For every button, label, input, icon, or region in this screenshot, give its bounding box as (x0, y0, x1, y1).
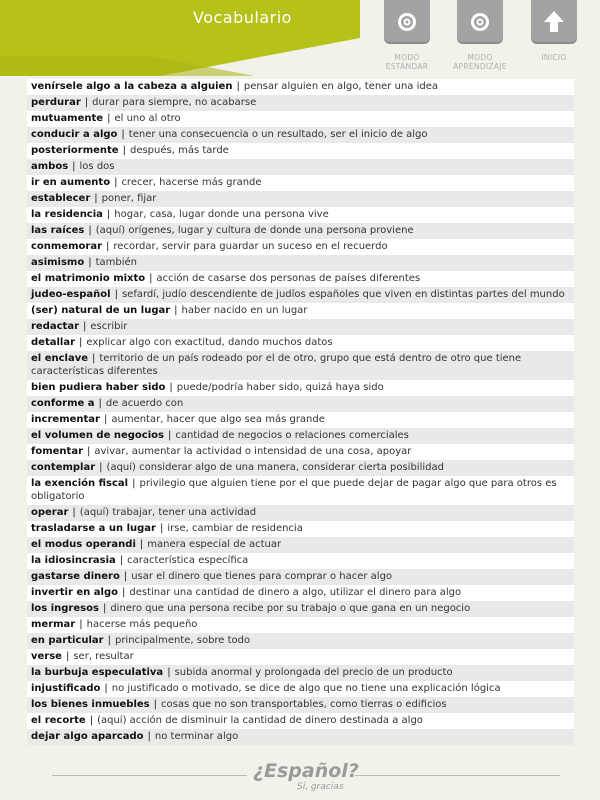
vocabulary-term: bien pudiera haber sido (31, 382, 166, 393)
separator: | (114, 289, 118, 300)
vocabulary-row (27, 713, 574, 729)
vocabulary-term: posteriormente (31, 145, 119, 156)
vocabulary-definition: irse, cambiar de residencia (167, 523, 303, 534)
vocabulary-row (27, 223, 574, 239)
separator: | (65, 651, 70, 662)
vocabulary-row (27, 729, 574, 745)
separator: | (147, 731, 151, 742)
vocabulary-definition: aumentar, hacer que algo sea más grande (111, 414, 325, 425)
vocabulary-definition: escribir (90, 321, 128, 332)
vocabulary-definition: característica específica (127, 555, 249, 566)
separator: | (119, 555, 124, 566)
top-bar (0, 0, 600, 78)
vocabulary-definition: avivar, aumentar la actividad o intensidad de una cosa, apoyar (94, 446, 412, 457)
vocabulary-row (27, 553, 574, 569)
vocabulary-row (27, 271, 574, 287)
vocabulary-term: dejar algo aparcado (31, 731, 144, 742)
separator: | (169, 382, 173, 393)
target-icon (469, 11, 491, 33)
vocabulary-row (27, 617, 574, 633)
vocabulary-term: injustificado (31, 683, 101, 694)
vocabulary-term: el recorte (31, 715, 86, 726)
vocabulary-term: venírsele algo a la cabeza a alguien (31, 81, 233, 92)
vocabulary-term: conforme a (31, 398, 95, 409)
vocabulary-definition: destinar una cantidad de dinero a algo, utilizar el dinero para algo (129, 587, 462, 598)
vocabulary-term: los ingresos (31, 603, 99, 614)
vocabulary-row (27, 665, 574, 681)
vocabulary-row (27, 111, 574, 127)
vocabulary-term: mutuamente (31, 113, 104, 124)
footer-tagline: Sí, gracias (297, 782, 344, 792)
vocabulary-row (27, 460, 574, 476)
vocabulary-row (27, 521, 574, 537)
vocabulary-row (27, 207, 574, 223)
separator: | (79, 337, 83, 348)
vocabulary-definition: (aquí) acción de disminuir la cantidad de dinero destinada a algo (97, 715, 423, 726)
vocabulary-definition: explicar algo con exactitud, dando muchos datos (86, 337, 333, 348)
vocabulary-definition: privilegio que alguien tiene por el que puede dejar de pagar algo que para otros es obligatorio (31, 478, 557, 502)
vocabulary-term: el matrimonio mixto (31, 273, 146, 284)
separator: | (149, 273, 153, 284)
vocabulary-definition: crecer, hacerse más grande (121, 177, 262, 188)
separator: | (72, 507, 76, 518)
vocabulary-definition: también (95, 257, 137, 268)
vocabulary-list (27, 79, 574, 745)
learning-mode-button[interactable] (457, 0, 503, 44)
separator: | (174, 305, 178, 316)
vocabulary-row (27, 428, 574, 444)
vocabulary-definition: dinero que una persona recibe por su trabajo o que gana en un negocio (110, 603, 471, 614)
separator: | (79, 619, 83, 630)
standard-mode-label: MODO ESTÁNDAR (385, 53, 429, 71)
vocabulary-term: establecer (31, 193, 91, 204)
vocabulary-definition: poner, fijar (101, 193, 157, 204)
vocabulary-definition: durar para siempre, no acabarse (92, 97, 257, 108)
separator: | (114, 177, 118, 188)
vocabulary-row (27, 380, 574, 396)
separator: | (98, 398, 102, 409)
vocabulary-definition: (aquí) trabajar, tener una actividad (79, 507, 257, 518)
vocabulary-term: ir en aumento (31, 177, 111, 188)
vocabulary-definition: (aquí) orígenes, lugar y cultura de donde una persona proviene (95, 225, 414, 236)
separator: | (107, 635, 111, 646)
vocabulary-definition: puede/podría haber sido, quizá haya sido (176, 382, 384, 393)
separator: | (88, 225, 92, 236)
vocabulary-definition: territorio de un país rodeado por el de otro, grupo que está dentro de otro que tiene características diferentes (31, 353, 522, 377)
separator: | (236, 81, 240, 92)
vocabulary-row (27, 444, 574, 460)
vocabulary-term: mermar (31, 619, 76, 630)
vocabulary-term: fomentar (31, 446, 84, 457)
vocabulary-definition: manera especial de actuar (147, 539, 282, 550)
vocabulary-definition: subida anormal y prolongada del precio de un producto (174, 667, 453, 678)
separator: | (83, 321, 87, 332)
separator: | (88, 257, 92, 268)
vocabulary-definition: cantidad de negocios o relaciones comerciales (175, 430, 409, 441)
page-title: Vocabulario (193, 8, 292, 27)
separator: | (89, 715, 94, 726)
standard-mode-button[interactable] (384, 0, 430, 44)
separator: | (84, 97, 89, 108)
vocabulary-row (27, 633, 574, 649)
vocabulary-row (27, 697, 574, 713)
vocabulary-definition: ser, resultar (73, 651, 134, 662)
vocabulary-term: (ser) natural de un lugar (31, 305, 171, 316)
vocabulary-definition: (aquí) considerar algo de una manera, considerar cierta posibilidad (106, 462, 444, 473)
vocabulary-row (27, 175, 574, 191)
separator: | (103, 414, 108, 425)
vocabulary-row (27, 79, 574, 95)
vocabulary-row (27, 191, 574, 207)
separator: | (167, 667, 171, 678)
vocabulary-term: el enclave (31, 353, 88, 364)
vocabulary-definition: cosas que no son transportables, como tierras o edificios (161, 699, 447, 710)
separator: | (104, 683, 108, 694)
vocabulary-row (27, 95, 574, 111)
separator: | (102, 603, 107, 614)
vocabulary-row (27, 537, 574, 553)
vocabulary-row (27, 601, 574, 617)
vocabulary-definition: usar el dinero que tienes para comprar o hacer algo (131, 571, 393, 582)
separator: | (132, 478, 136, 489)
separator: | (122, 145, 126, 156)
vocabulary-definition: acción de casarse dos personas de países diferentes (156, 273, 421, 284)
vocabulary-definition: de acuerdo con (105, 398, 184, 409)
vocabulary-definition: sefardí, judío descendiente de judíos españoles que viven en distintas partes del mundo (121, 289, 565, 300)
vocabulary-definition: después, más tarde (129, 145, 229, 156)
separator: | (153, 699, 157, 710)
footer-logo: ¿Español? (253, 760, 359, 782)
vocabulary-row (27, 159, 574, 175)
vocabulary-definition: no terminar algo (154, 731, 239, 742)
home-label: INICIO (541, 53, 567, 62)
vocabulary-row (27, 319, 574, 335)
vocabulary-row (27, 239, 574, 255)
vocabulary-definition: tener una consecuencia o un resultado, ser el inicio de algo (128, 129, 428, 140)
vocabulary-row (27, 681, 574, 697)
separator: | (159, 523, 164, 534)
vocabulary-term: gastarse dinero (31, 571, 120, 582)
footer-divider-right (355, 775, 560, 776)
vocabulary-term: las raíces (31, 225, 85, 236)
vocabulary-definition: hogar, casa, lugar donde una persona vive (114, 209, 329, 220)
vocabulary-term: la burbuja especulativa (31, 667, 164, 678)
vocabulary-term: los bienes inmuebles (31, 699, 150, 710)
separator: | (99, 462, 103, 473)
vocabulary-row (27, 351, 574, 380)
vocabulary-term: el volumen de negocios (31, 430, 164, 441)
vocabulary-row (27, 143, 574, 159)
separator: | (106, 241, 110, 252)
vocabulary-term: asimismo (31, 257, 85, 268)
vocabulary-term: conducir a algo (31, 129, 118, 140)
target-icon (396, 11, 418, 33)
separator: | (167, 430, 172, 441)
separator: | (92, 353, 96, 364)
vocabulary-definition: el uno al otro (114, 113, 181, 124)
vocabulary-term: incrementar (31, 414, 100, 425)
separator: | (107, 113, 111, 124)
separator: | (122, 587, 126, 598)
separator: | (106, 209, 111, 220)
vocabulary-term: en particular (31, 635, 104, 646)
separator: | (94, 193, 98, 204)
vocabulary-row (27, 476, 574, 505)
learning-mode-label: MODO APRENDIZAJE (453, 53, 507, 71)
separator: | (123, 571, 128, 582)
vocabulary-definition: los dos (79, 161, 115, 172)
vocabulary-row (27, 412, 574, 428)
vocabulary-row (27, 287, 574, 303)
vocabulary-row (27, 255, 574, 271)
vocabulary-term: perdurar (31, 97, 81, 108)
separator: | (121, 129, 125, 140)
vocabulary-definition: haber nacido en un lugar (181, 305, 308, 316)
vocabulary-definition: no justificado o motivado, se dice de algo que no tiene una explicación lógica (111, 683, 501, 694)
vocabulary-row (27, 649, 574, 665)
vocabulary-definition: pensar alguien en algo, tener una idea (243, 81, 438, 92)
vocabulary-row (27, 335, 574, 351)
footer-divider-left (52, 775, 247, 776)
vocabulary-term: contemplar (31, 462, 96, 473)
vocabulary-term: invertir en algo (31, 587, 118, 598)
vocabulary-term: la idiosincrasia (31, 555, 116, 566)
vocabulary-term: verse (31, 651, 62, 662)
vocabulary-term: el modus operandi (31, 539, 136, 550)
vocabulary-term: trasladarse a un lugar (31, 523, 156, 534)
vocabulary-definition: recordar, servir para guardar un suceso en el recuerdo (113, 241, 388, 252)
vocabulary-term: detallar (31, 337, 76, 348)
vocabulary-definition: principalmente, sobre todo (114, 635, 251, 646)
separator: | (139, 539, 144, 550)
vocabulary-row (27, 585, 574, 601)
vocabulary-term: la residencia (31, 209, 103, 220)
vocabulary-row (27, 303, 574, 319)
vocabulary-term: operar (31, 507, 69, 518)
vocabulary-term: judeo-español (31, 289, 111, 300)
vocabulary-term: ambos (31, 161, 69, 172)
separator: | (87, 446, 91, 457)
vocabulary-row (27, 396, 574, 412)
vocabulary-row (27, 127, 574, 143)
home-button[interactable] (531, 0, 577, 44)
vocabulary-term: conmemorar (31, 241, 103, 252)
vocabulary-term: la exención fiscal (31, 478, 129, 489)
vocabulary-row (27, 505, 574, 521)
vocabulary-term: redactar (31, 321, 80, 332)
up-arrow-icon (543, 10, 565, 34)
vocabulary-row (27, 569, 574, 585)
vocabulary-definition: hacerse más pequeño (86, 619, 198, 630)
separator: | (72, 161, 76, 172)
